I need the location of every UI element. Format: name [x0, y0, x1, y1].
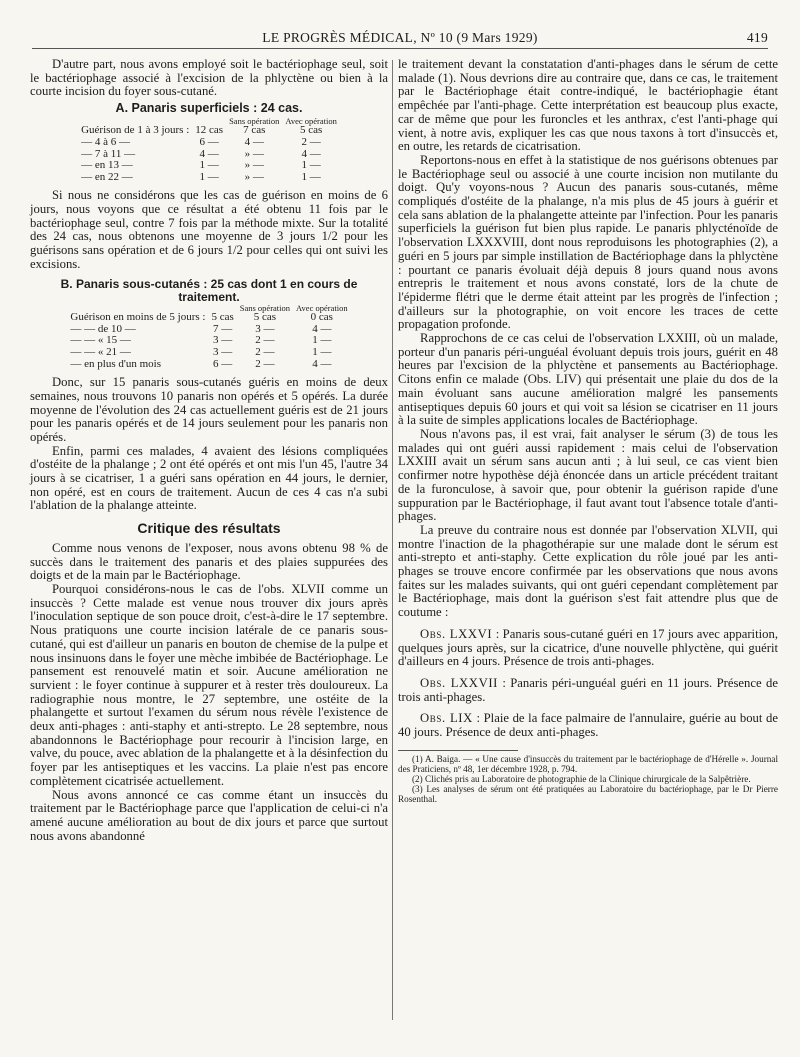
table-b: [67, 304, 350, 371]
cell-sans: » —: [244, 170, 264, 183]
table-b-title: B. Panaris sous-cutanés : 25 cas dont 1 en cours de traitement.: [60, 276, 358, 304]
paragraph-2: Si nous ne considérons que les cas de guérison en moins de 6 jours, nous voyons que ce résultat a été obtenu 11 fois par le bactériophage seul, contre 7 fois par la méthode mixte. Sur la totalité des 24 cas, nous obtenons une moyenne de 3 jours 1/2 pour les guérisons sans opération et de 6 jours 1/2 pour celles qui ont suivi les excisions.: [30, 188, 388, 271]
cell-avec: 5 cas: [299, 124, 323, 137]
cell-total: 6 —: [199, 136, 219, 148]
right-paragraph-3: Rapprochons de ce cas celui de l'observation LXXIII, où un malade, porteur d'un panaris péri-unguéal évoluant depuis trois jours, guérit en 48 heures par l'excision de la phlyctène et pansements au Bactériophage. Citons enfin ce malade (Obs. LIV) qui présentait une plaie du dos de la main évoluant sans aucune amélioration malgré les pansements antiseptiques depuis 60 jours et qui voit sa lésion se cicatriser en 11 jours à la suite de simples applications locales de Bactériophage.: [398, 331, 778, 428]
cell-sans: 7 cas: [243, 124, 266, 137]
right-paragraph-4: Nous n'avons pas, il est vrai, fait analyser le sérum (3) de tous les malades qui ont guéri aussi rapidement : mais celui de l'observation LXXIII avait un sérum sans aucun anti ; à lui seul, ce cas vient bien confirmer notre hypothèse déjà énoncée dans un article précédent traitant de la furonculose, à savoir que, pour obtenir la guérison rapide d'une suppuration par le Bactériophage, il faut avant tout l'absence totale d'anti-phages.: [398, 426, 778, 524]
paragraph-7: Nous avons annoncé ce cas comme étant un insuccès du traitement par le Bactériophage parce que l'application de celui-ci n'a amené aucune amélioration au bout de dix jours et parce que surtout nous avons abandonné: [30, 787, 388, 843]
cell-total: 3 —: [212, 345, 233, 358]
right-column: [398, 58, 778, 804]
table-a-col-avec: Avec opération: [285, 115, 337, 126]
running-header: [32, 30, 768, 49]
right-paragraph-1: le traitement devant la constatation d'anti-phages dans le sérum de cette malade (1). Nous devrions dire au contraire que, dans ce cas, le traitement par le Bactériophage était contre-indiqué, le bactériophagie étant empêchée par l'anti-phage. Cette interprétation est beaucoup plus exacte, car de même que pour les furoncles et les anthrax, c'est l'anti-phage qui vient, à notre avis, expliquer les cas que nous taxons à tort d'insuccès et, en outre, les retards de cicatrisation.: [398, 57, 778, 154]
journal-title: LE PROGRÈS MÉDICAL, Nº 10 (9 Mars 1929): [262, 30, 538, 45]
cell-label: — 4 à 6 —: [81, 136, 130, 148]
cell-total: 1 —: [199, 170, 219, 183]
cell-sans: 4 —: [244, 136, 264, 148]
right-paragraph-5: La preuve du contraire nous est donnée par l'observation XLVII, qui montre l'inaction de la phagothérapie sur une malade dont le sérum est anti-strepto et anti-staphy. Cette explication du rôle joué par les anti-phages se trouve encore confirmée par les observations que nous avons faites sur les malades suivants, qui ont guéri cependant complètement par le Bactériophage, mais dont la guérison s'est fait attendre plus que de coutume :: [398, 522, 778, 620]
paragraph-3: Donc, sur 15 panaris sous-cutanés guéris en moins de deux semaines, nous trouvons 10 panaris non opérés et 5 opérés. La durée moyenne de l'évolution des 24 cas actuellement guéris est de 21 jours pour les panaris opérés et de 14 jours seulement pour les panaris non opérés.: [30, 375, 388, 444]
cell-label: — — « 15 —: [70, 334, 131, 347]
left-column: [30, 58, 388, 843]
cell-avec: 0 cas: [310, 311, 333, 324]
table-b-col-sans: Sans opération: [239, 302, 291, 313]
cell-sans: 2 —: [255, 345, 275, 358]
intro-paragraph: D'autre part, nous avons employé soit le bactériophage seul, soit le bactériophage associé à l'excision de la phlyctène ou bien à la courte incision du foyer sous-cutané.: [30, 57, 388, 99]
cell-sans: 2 —: [255, 357, 275, 370]
observation-text: : Plaie de la face palmaire de l'annulaire, guérie au bout de 40 jours. Présence de deux anti-phages.: [398, 711, 779, 740]
cell-avec: 4 —: [312, 357, 332, 370]
cell-avec: 1 —: [301, 159, 321, 172]
cell-sans: 2 —: [255, 334, 275, 347]
paragraph-5: Comme nous venons de l'exposer, nous avons obtenu 98 % de succès dans le traitement des panaris et des plaies suppurées des doigts et de la main par le Bactériophage.: [30, 540, 388, 583]
table-row: [67, 359, 350, 371]
column-divider: [392, 60, 393, 1020]
observation-text: : Panaris péri-unguéal guéri en 11 jours. Présence de trois anti-phages.: [398, 675, 778, 704]
table-a-col-sans: Sans opération: [229, 115, 280, 126]
paragraph-6: Pourquoi considérons-nous le cas de l'obs. XLVII comme un insuccès ? Cette malade est venue nous trouver dix jours après l'inoculation septique de son pouce droit, c'est-à-dire le 17 septembre. Nous pratiquons une courte incision latérale de ce panaris sous-cutané, qui est d'ailleur un panaris en bouton de chemise de la pulpe et nous insinuons dans le foyer une mèche imbibée de Bactériophage. Le pansement est renouvelé matin et soir. Aucune amélioration ne survient : le foyer continue à suppurer et à rester très douloureux. La radiographie nous montre, le 27 septembre, une ostéite de la phalangette et surtout l'examen du sérum nous révèle l'existence de deux anti-phages : anti-staphy et anti-strepto. Le 28 septembre, nous abandonnons le Bactériophage pour recourir à l'incision large, en valve, du pouce, avec ablation de la phalangette et à la désinfection du foyer par les antiseptiques et les vaccins. La plaie n'est pas encore complètement cicatrisée actuellement.: [30, 582, 388, 788]
table-a: [78, 117, 340, 184]
cell-total: 6 —: [212, 357, 233, 370]
footnote-rule: [398, 750, 518, 751]
cell-avec: 1 —: [312, 334, 332, 347]
observation-label: Obs. LXXVI: [420, 626, 493, 641]
cell-total: 1 —: [199, 159, 219, 172]
observation-label: Obs. LXXVII: [420, 675, 498, 690]
cell-sans: » —: [244, 159, 264, 172]
page-number: 419: [746, 30, 768, 45]
cell-sans: 5 cas: [253, 311, 277, 324]
cell-label: — en plus d'un mois: [70, 357, 162, 370]
footnote-1: (1) A. Baiga. — « Une cause d'insuccès du traitement par le bactériophage de d'Hérelle ». Journal des Praticiens, nº 48, 1er décembre 1928, p. 794.: [398, 753, 778, 774]
cell-total: 12 cas: [195, 124, 224, 137]
observation-text: : Panaris sous-cutané guéri en 17 jours avec apparition, quelques jours après, sur la cicatrice, d'une nouvelle phlyctène, qui guérit d'ailleurs en 4 jours. Présence de trois anti-phages.: [398, 626, 778, 669]
cell-total: 5 cas: [211, 311, 234, 324]
footnote-2: (2) Clichés pris au Laboratoire de photographie de la Clinique chirurgicale de la Salpêtrière.: [412, 773, 751, 784]
cell-label: — en 22 —: [81, 170, 133, 183]
cell-total: 4 —: [199, 147, 219, 160]
paragraph-4: Enfin, parmi ces malades, 4 avaient des lésions compliquées d'ostéite de la phalange ; 2 ont été opérés et ont mis l'un 45, l'autre 34 jours à se cicatriser, 1 a guéri sans opération en 44 jours, le dernier, non opéré, est en cours de traitement. Aucun de ces 4 cas n'a subi l'ablation de la phalange atteinte.: [30, 443, 388, 513]
observation-label: Obs. LIX: [420, 711, 473, 726]
cell-label: — — de 10 —: [70, 322, 136, 335]
table-b-col-avec: Avec opération: [296, 302, 348, 313]
cell-avec: 1 —: [301, 170, 321, 183]
right-paragraph-2: Reportons-nous en effet à la statistique de nos guérisons obtenues par le Bactériophage seul ou associé à une courte incision non mutilante du doigt. Qu'y voyons-nous ? Aucun des panaris sous-cutanés, même compliqués d'ostéite de la phalange, n'a mis plus de 45 jours à guérir et cela sans ablation de la phalangette atteinte par l'infection. Pour les panaris superficiels la guérison fut bien plus rapide. Le panaris phlycténoïde de l'observation LXXXVIII, dont nous reproduisons les photographies (2), a guéri en 5 jours par simple instillation de Bactériophage dans la phlyctène : pourtant ce panaris évoluait déjà depuis 8 jours quand nous avons entrepris le traitement et nous avons constaté, lors de la chute de l'épiderme flétri que le derme était atteint par les progrès de l'infection ; d'ailleurs sur la photographie, on voit encore les traces de cette propagation profonde.: [398, 152, 778, 332]
observation-2: [398, 677, 778, 704]
cell-label: Guérison de 1 à 3 jours :: [81, 124, 190, 137]
cell-avec: 1 —: [312, 345, 332, 358]
cell-total: 7 —: [212, 322, 233, 335]
cell-label: — 7 à 11 —: [81, 147, 136, 160]
table-row: [78, 137, 340, 149]
footnote-3: (3) Les analyses de sérum ont été pratiquées au Laboratoire du bactériophage, par le Dr Pierre Rosenthal.: [398, 783, 778, 804]
table-a-title: A. Panaris superficiels : 24 cas.: [115, 101, 303, 116]
observation-1: [398, 628, 778, 669]
table-row: [78, 172, 340, 184]
cell-label: — — « 21 —: [70, 345, 131, 358]
cell-total: 3 —: [212, 334, 233, 347]
cell-avec: 4 —: [301, 147, 321, 160]
cell-avec: 2 —: [301, 136, 321, 148]
cell-avec: 4 —: [312, 322, 332, 335]
table-row: [67, 347, 350, 359]
observation-3: [398, 712, 778, 739]
cell-sans: » —: [244, 147, 264, 160]
section-heading: Critique des résultats: [137, 520, 281, 537]
cell-sans: 3 —: [255, 322, 275, 335]
cell-label: Guérison en moins de 5 jours :: [70, 311, 206, 324]
cell-label: — en 13 —: [81, 159, 133, 172]
